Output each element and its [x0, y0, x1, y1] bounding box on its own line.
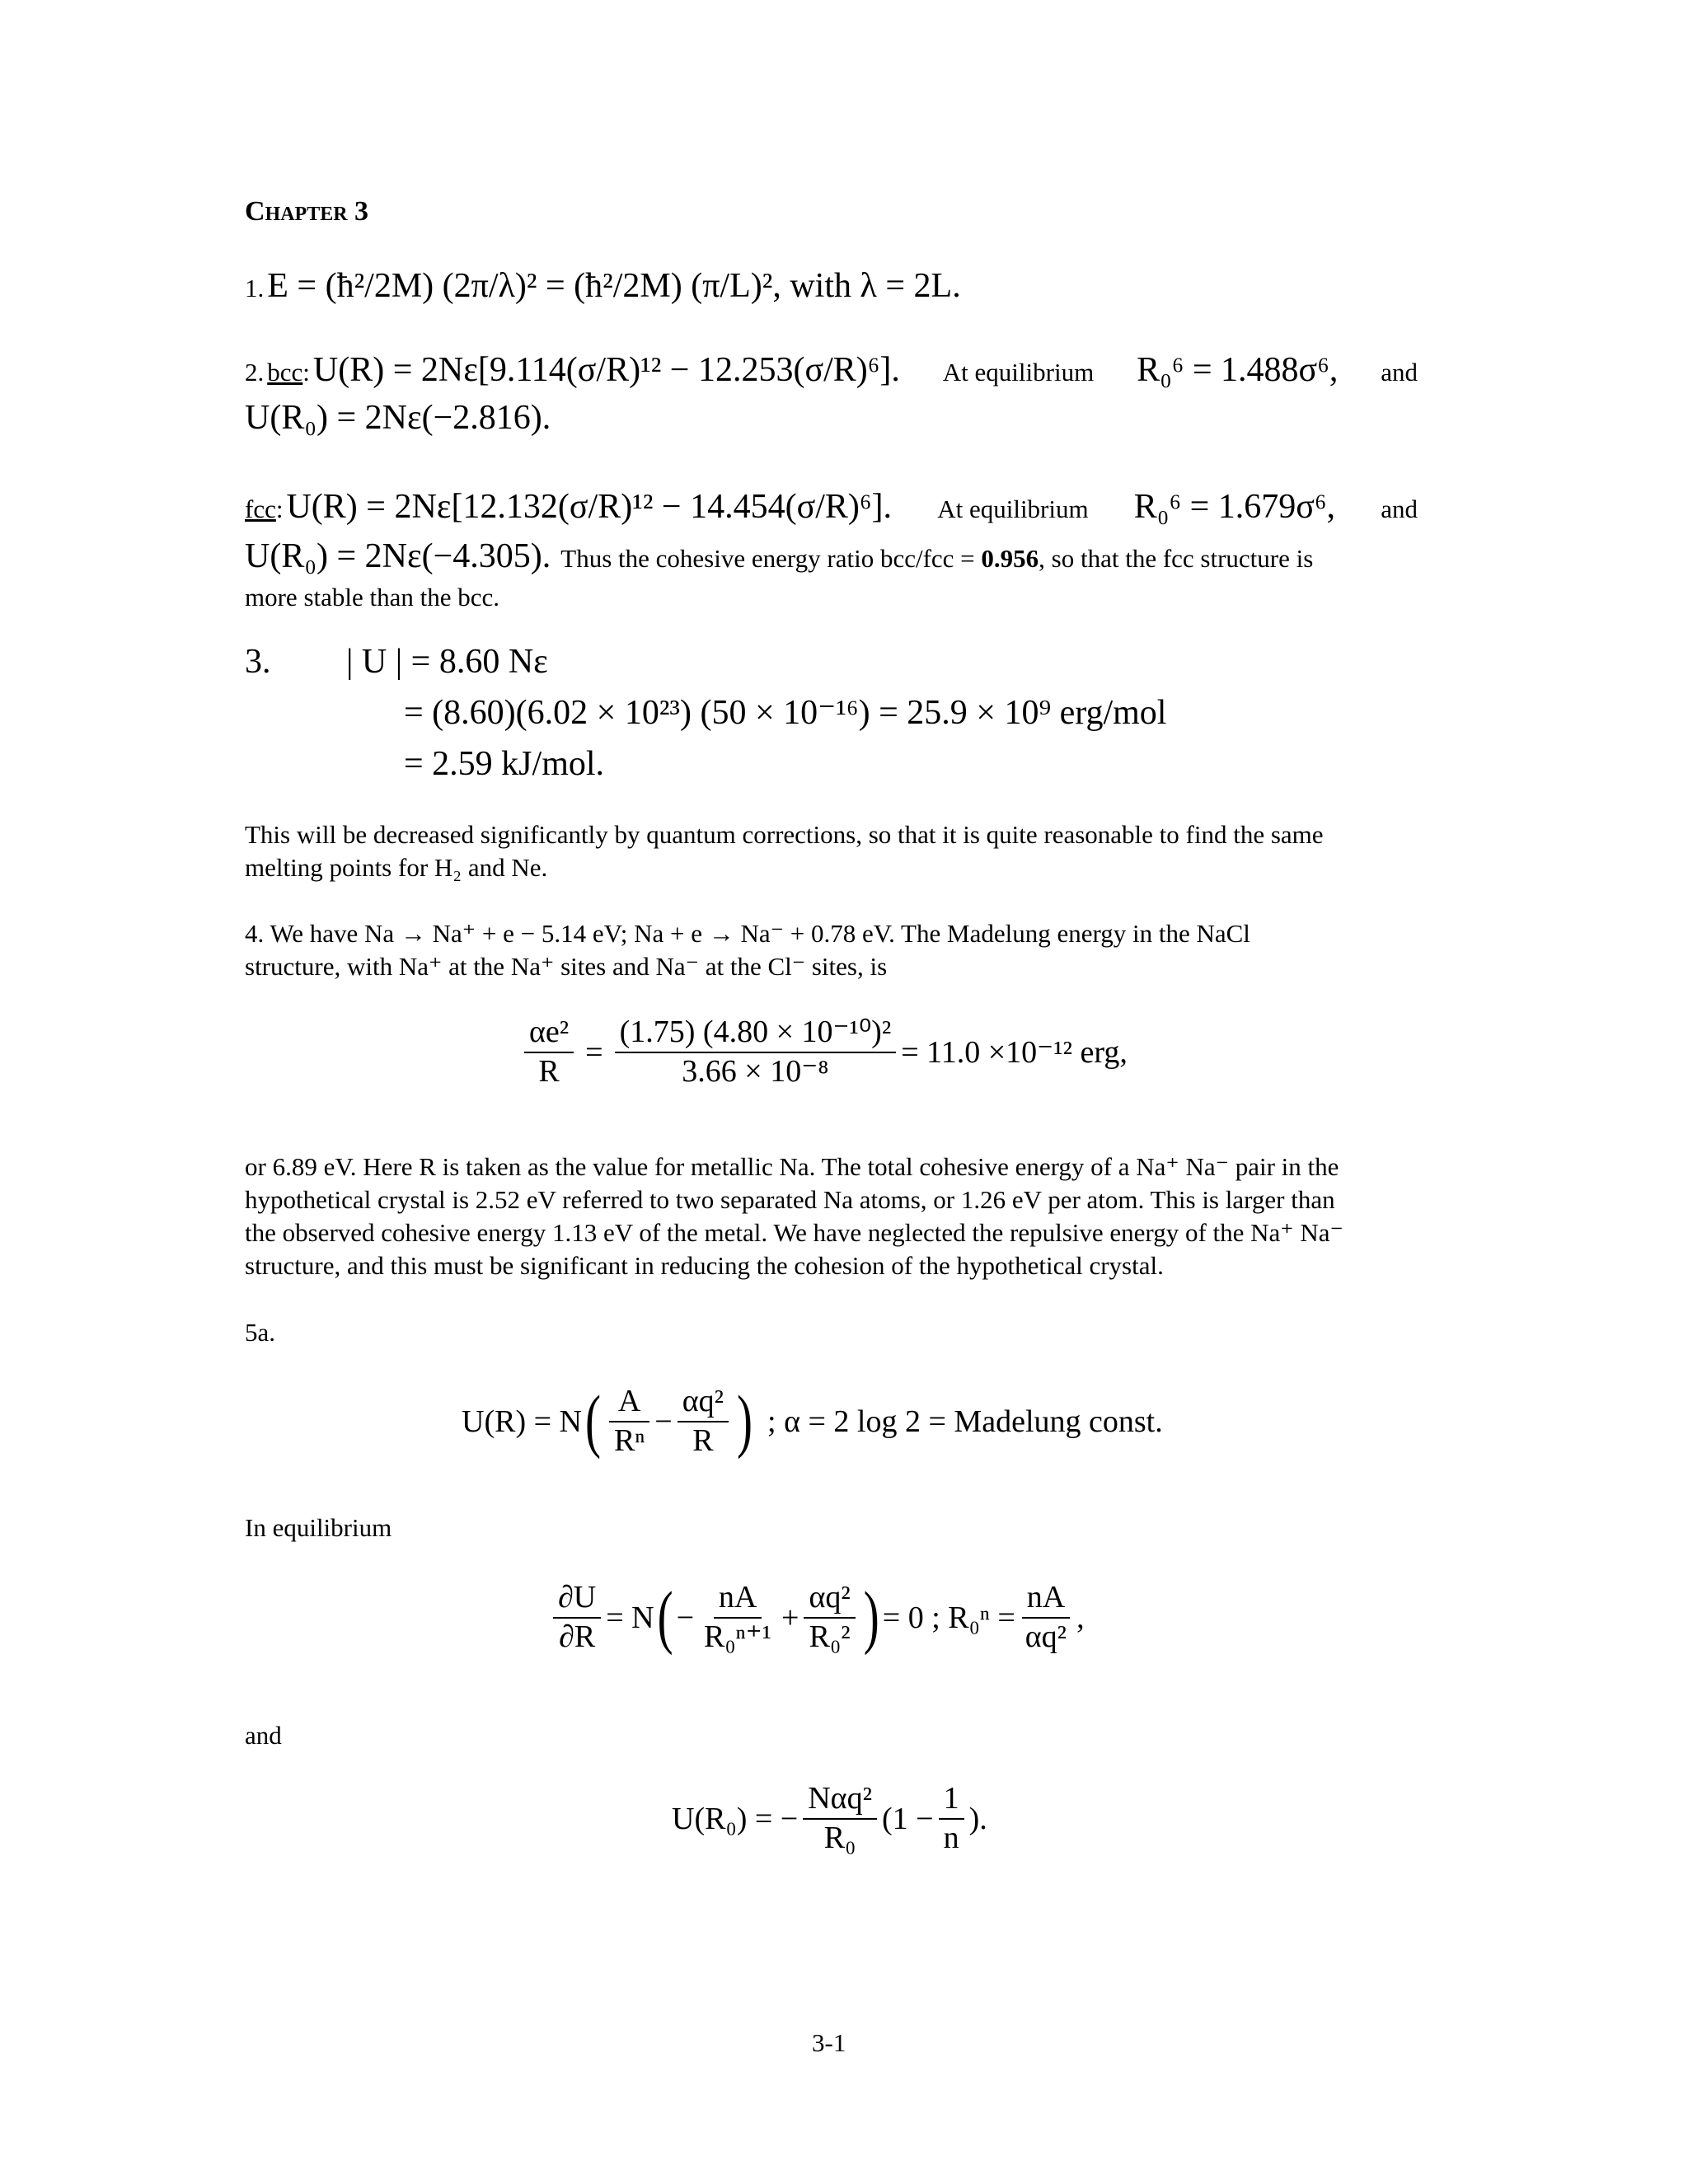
bcc-at-equilibrium: At equilibrium [942, 358, 1095, 387]
problem-4-text-3: or 6.89 eV. Here R is taken as the value for metallic Na. The total cohesive energy of a Na⁺ Na⁻ pair in the [245, 1152, 1339, 1181]
problem-2-conclusion: more stable than the bcc. [245, 583, 500, 612]
ratio-value: 0.956 [981, 544, 1039, 573]
fcc-label: fcc [245, 494, 276, 523]
problem-1-number: 1. [245, 274, 265, 302]
madelung-result: = 11.0 ×10⁻¹² erg, [901, 1034, 1128, 1070]
problem-4-text-1: 4. We have Na → Na⁺ + e − 5.14 eV; Na + e → Na⁻ + 0.78 eV. The Madelung energy in the NaCl [245, 919, 1250, 948]
madelung-energy-equation: $\frac{\text{αe²}}{R}$ = $\frac{\text{(1.75) (4.80 × 10⁻¹⁰)²}}{\text{3.66 × 10⁻⁸}}$ = 11.0 ×10⁻¹² erg, [519, 1015, 1128, 1090]
problem-4-text-4: hypothetical crystal is 2.52 eV referred to two separated Na atoms, or 1.26 eV per atom. This is larger than [245, 1185, 1335, 1214]
fcc-r0: R₀⁶ = 1.679σ⁶, [1133, 488, 1336, 526]
ratio-text: Thus the cohesive energy ratio bcc/fcc = [560, 544, 975, 573]
bcc-potential: U(R) = 2Nε[9.114(σ/R)¹² − 12.253(σ/R)⁶]. [312, 351, 900, 389]
fraction-numeric: $\frac{\text{(1.75) (4.80 × 10⁻¹⁰)²}}{\text{3.66 × 10⁻⁸}}$ [615, 1015, 897, 1090]
problem-3-line-1: | U | = 8.60 Nε [346, 643, 548, 681]
problem-1 [245, 265, 961, 307]
problem-1-equation: E = (ħ²/2M) (2π/λ)² = (ħ²/2M) (π/L)², with λ = 2L. [267, 267, 961, 305]
problem-3-line-2: = (8.60)(6.02 × 10²³) (50 × 10⁻¹⁶) = 25.9 × 10⁹ erg/mol [404, 694, 1167, 732]
problem-3-text-2: melting points for H₂ and Ne. [245, 853, 548, 882]
bcc-r0: R₀⁶ = 1.488σ⁶, [1137, 351, 1339, 389]
problem-3-number: 3. [245, 643, 271, 681]
problem-4-text-6: structure, and this must be significant in reducing the cohesion of the hypothetical crystal. [245, 1251, 1164, 1280]
chapter-title: Chapter 3 [245, 196, 369, 227]
fcc-and: and [1381, 494, 1418, 523]
cohesive-energy-equation: U(R₀) = − $\frac{\text{Nαq²}}{\text{R₀}}$ (1 − $\frac{1}{n}$ ). [672, 1781, 987, 1855]
problem-5a-label: 5a. [245, 1318, 276, 1347]
fraction-ae2-over-r: $\frac{\text{αe²}}{R}$ [524, 1015, 574, 1090]
problem-3-text-1: This will be decreased significantly by quantum corrections, so that it is quite reasonable to find the same [245, 820, 1324, 849]
and-label: and [245, 1721, 282, 1750]
problem-2-bcc-line: 2. bcc: U(R) = 2Nε[9.114(σ/R)¹² − 12.253(σ/R)⁶]. At equilibrium R₀⁶ = 1.488σ⁶, and [245, 351, 1418, 389]
fcc-at-equilibrium: At equilibrium [937, 494, 1089, 523]
equilibrium-equation: $\frac{\partial U}{\partial R}$ = N ( − $\frac{nA}{\text{R₀ⁿ⁺¹}}$ + $\frac{\text{αq²}}{\text{R₀²}}$ ) = 0 ; R₀ⁿ = $\frac{nA}{\text{αq²}}$ , [548, 1581, 1085, 1655]
problem-4-text-5: the observed cohesive energy 1.13 eV of the metal. We have neglected the repulsive energy of the Na⁺ Na⁻ [245, 1218, 1343, 1247]
fcc-u0-line [245, 536, 1418, 577]
fcc-potential: U(R) = 2Nε[12.132(σ/R)¹² − 14.454(σ/R)⁶]. [286, 488, 893, 526]
bcc-and: and [1381, 358, 1418, 387]
problem-4-text-2: structure, with Na⁺ at the Na⁺ sites and Na⁻ at the Cl⁻ sites, is [245, 952, 888, 981]
problem-2-fcc-line: fcc: U(R) = 2Nε[12.132(σ/R)¹² − 14.454(σ/R)⁶]. At equilibrium R₀⁶ = 1.679σ⁶, and [245, 488, 1418, 526]
problem-2-number: 2. [245, 358, 265, 387]
in-equilibrium-label: In equilibrium [245, 1513, 392, 1542]
ratio-text-end: , so that the fcc structure is [1039, 544, 1314, 573]
page-number: 3-1 [812, 2028, 846, 2057]
bcc-u0: U(R₀) = 2Nε(−2.816). [245, 399, 551, 437]
fcc-u0: U(R₀) = 2Nε(−4.305). [245, 537, 551, 575]
bcc-label: bcc [267, 358, 303, 387]
potential-equation-5a: U(R) = N ( $\frac{A}{\text{Rⁿ}}$ − $\frac{\text{αq²}}{R}$ ) ; α = 2 log 2 = Madelung const. [462, 1381, 1163, 1460]
problem-3-line-3: = 2.59 kJ/mol. [404, 745, 605, 783]
